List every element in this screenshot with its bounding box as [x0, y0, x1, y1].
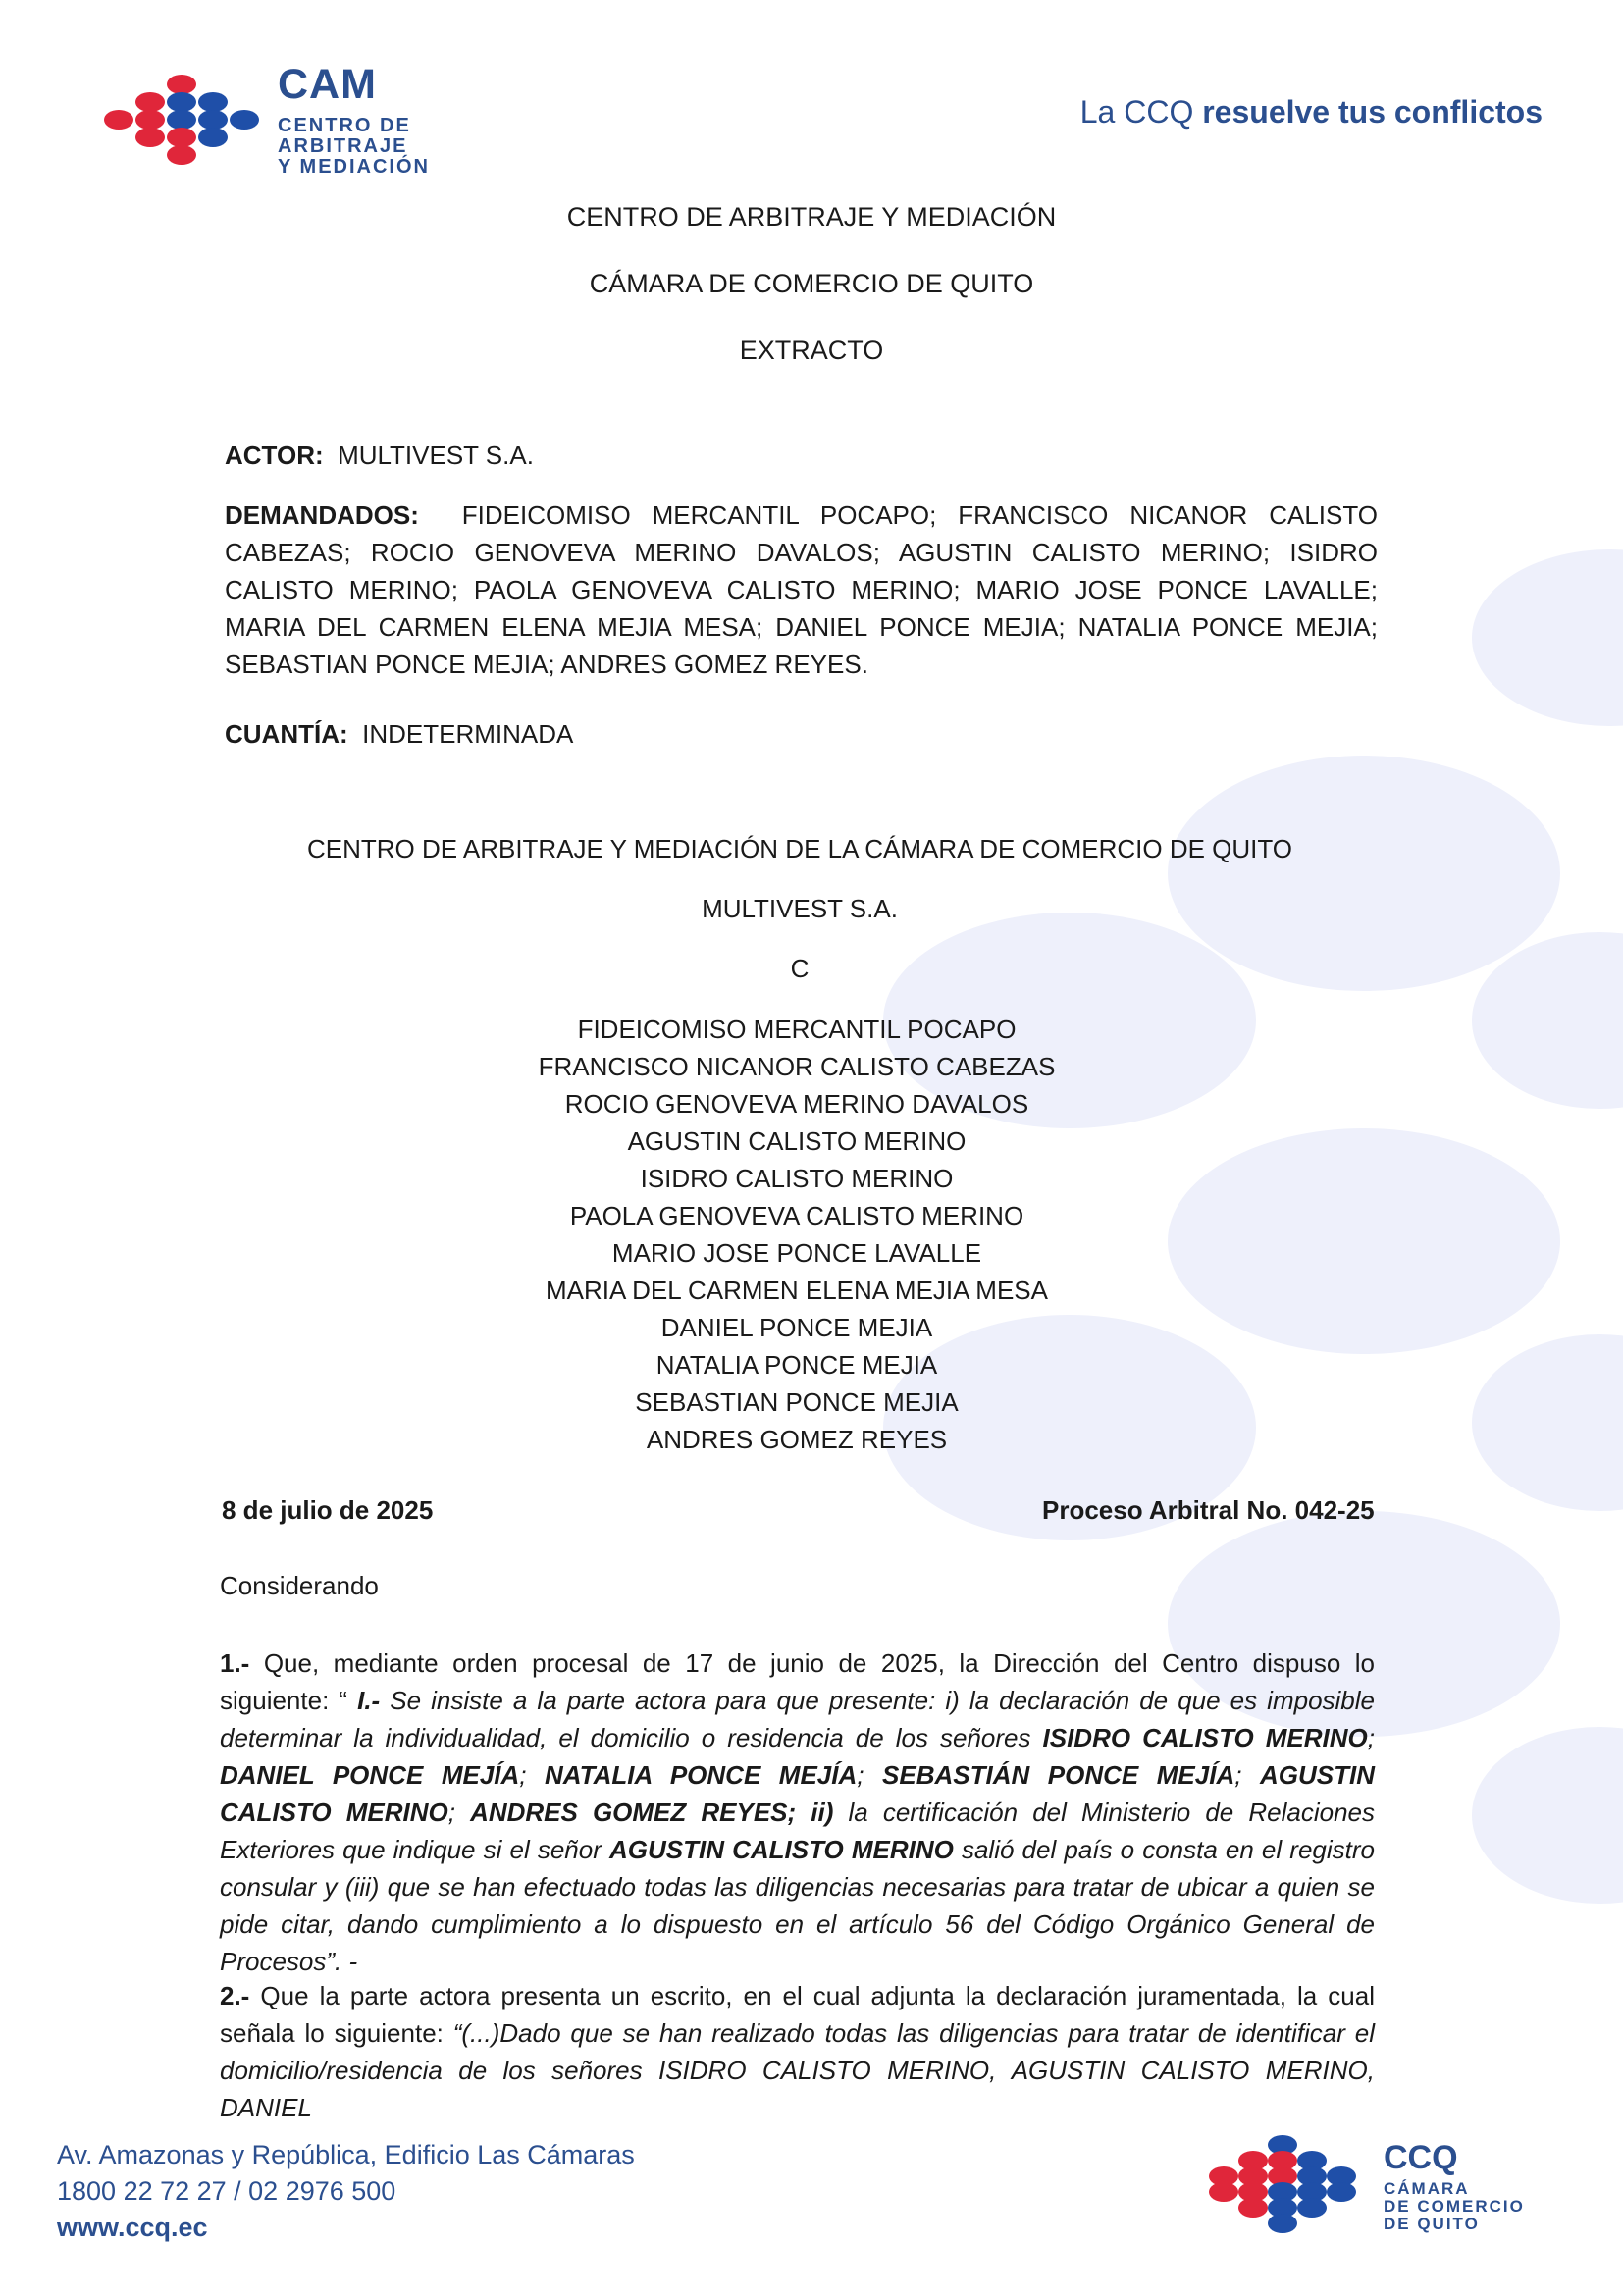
footer-address: Av. Amazonas y República, Edificio Las Cámaras — [57, 2140, 635, 2169]
paragraph-2: 2.- Que la parte actora presenta un escrito, en el cual adjunta la declaración juramentada, la cual señala lo siguiente: “(...)Dado que se han realizado todas las diligencias para tratar de identificar el domicilio/residencia de los señores ISIDRO CALISTO MERINO, AGUSTIN CALISTO MERINO, DANIEL — [220, 1981, 1375, 2122]
list-item: DANIEL PONCE MEJIA — [660, 1313, 933, 1342]
ccq-logo-title: CCQ — [1384, 2139, 1458, 2176]
paragraph-1: 1.- Que, mediante orden procesal de 17 de junio de 2025, la Dirección del Centro dispuso lo siguiente: “ I.- Se insiste a la parte actora para que presente: i) la declaración de que es imposible determinar la individualidad, el domicilio o residencia de los señores ISIDRO CALISTO MERINO; DANIEL PONCE MEJÍA; NATALIA PONCE MEJÍA; SEBASTIÁN PONCE MEJÍA; AGUSTIN CALISTO MERINO; ANDRES GOMEZ REYES; ii) la certificación del Ministerio de Relaciones Exteriores que indique si el señor AGUSTIN CALISTO MERINO salió del país o consta en el registro consular y (iii) que se han efectuado todas las diligencias necesarias para tratar de ubicar a quien se pide citar, dando cumplimiento a lo dispuesto en el artículo 56 del Código Orgánico General de Procesos”. - — [220, 1648, 1375, 1976]
list-item: FIDEICOMISO MERCANTIL POCAPO — [577, 1015, 1017, 1044]
title-line-2: CÁMARA DE COMERCIO DE QUITO — [589, 269, 1034, 298]
list-item: ISIDRO CALISTO MERINO — [640, 1164, 954, 1193]
footer-contact — [57, 2137, 635, 2246]
list-item: PAOLA GENOVEVA CALISTO MERINO — [569, 1201, 1024, 1230]
ccq-logo-subtitle: CÁMARA DE COMERCIO DE QUITO — [1384, 2179, 1525, 2233]
process-number: Proceso Arbitral No. 042-25 — [1042, 1495, 1375, 1525]
ccq-tagline: La CCQ resuelve tus conflictos — [1079, 94, 1543, 130]
demandados-value: FIDEICOMISO MERCANTIL POCAPO; FRANCISCO NICANOR CALISTO CABEZAS; ROCIO GENOVEVA MERINO DAVALOS; AGUSTIN CALISTO MERINO; ISIDRO CALISTO MERINO; PAOLA GENOVEVA CALISTO MERINO; MARIO JOSE PONCE LAVALLE; MARIA DEL CARMEN ELENA MEJIA MESA; DANIEL PONCE MEJIA; NATALIA PONCE MEJIA; SEBASTIAN PONCE MEJIA; ANDRES GOMEZ REYES. — [225, 500, 1378, 679]
caption-center: CENTRO DE ARBITRAJE Y MEDIACIÓN DE LA CÁMARA DE COMERCIO DE QUITO — [306, 834, 1293, 863]
list-item: MARIO JOSE PONCE LAVALLE — [611, 1238, 982, 1268]
footer-phones: 1800 22 72 27 / 02 2976 500 — [57, 2176, 396, 2206]
title-line-3: EXTRACTO — [739, 336, 884, 365]
list-item: SEBASTIAN PONCE MEJIA — [635, 1387, 959, 1417]
title-line-1: CENTRO DE ARBITRAJE Y MEDIACIÓN — [566, 202, 1057, 232]
list-item: AGUSTIN CALISTO MERINO — [627, 1126, 967, 1156]
cam-logo-dots — [104, 75, 259, 181]
actor-value: MULTIVEST S.A. — [338, 441, 534, 470]
caption-defendants-list — [0, 1011, 1594, 1458]
cuantia-label: CUANTÍA: — [225, 719, 348, 749]
demandados-label: DEMANDADOS: — [225, 500, 419, 530]
cam-logo-title: CAM — [278, 61, 377, 108]
list-item: FRANCISCO NICANOR CALISTO CABEZAS — [538, 1052, 1056, 1081]
list-item: NATALIA PONCE MEJIA — [655, 1350, 938, 1380]
caption-actor: MULTIVEST S.A. — [702, 894, 898, 923]
list-item: ROCIO GENOVEVA MERINO DAVALOS — [564, 1089, 1029, 1119]
document-date: 8 de julio de 2025 — [222, 1495, 434, 1525]
demandados-block — [225, 496, 1378, 683]
caption-versus: C — [790, 954, 810, 983]
actor-label: ACTOR: — [225, 441, 324, 470]
ccq-logo-dots — [1209, 2135, 1366, 2237]
cuantia-line — [225, 715, 1378, 753]
cuantia-value: INDETERMINADA — [362, 719, 574, 749]
list-item: ANDRES GOMEZ REYES — [646, 1425, 948, 1454]
list-item: MARIA DEL CARMEN ELENA MEJIA MESA — [546, 1276, 1048, 1305]
actor-line — [225, 437, 1378, 474]
cam-logo-subtitle: CENTRO DE ARBITRAJE Y MEDIACIÓN — [278, 115, 430, 178]
considerando-heading: Considerando — [220, 1571, 379, 1600]
footer-website-link[interactable]: www.ccq.ec — [57, 2213, 208, 2242]
